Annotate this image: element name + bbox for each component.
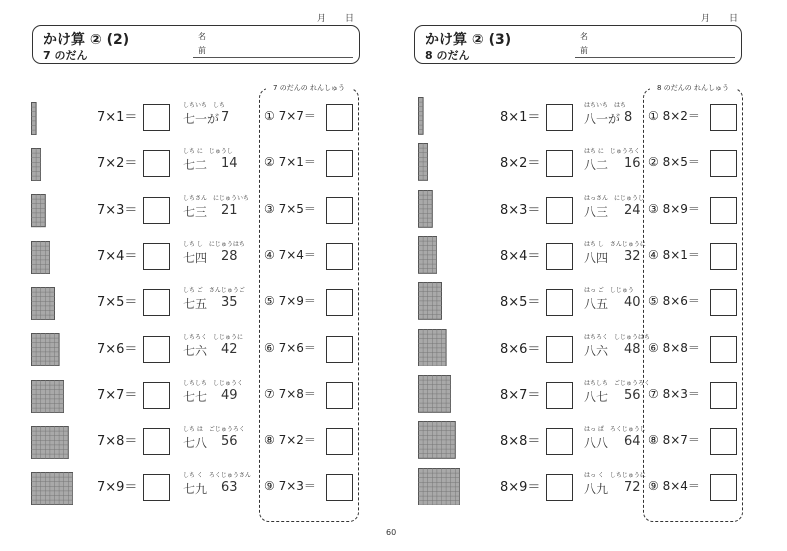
practice-answer-box[interactable] xyxy=(710,428,737,455)
kuku-reading xyxy=(183,193,253,225)
furigana: はちいち はち xyxy=(584,102,627,109)
counting-block-icon xyxy=(31,194,46,227)
practice-row xyxy=(260,466,358,512)
month-label: 月 xyxy=(701,14,711,24)
answer-box[interactable] xyxy=(546,150,573,177)
practice-row xyxy=(644,142,742,188)
answer-box[interactable] xyxy=(546,336,573,363)
name-label-2: 前 xyxy=(580,46,588,55)
equation-text: 8×3＝ xyxy=(500,202,541,218)
worksheet-subtitle: 7 のだん xyxy=(43,49,88,62)
counting-blocks xyxy=(418,143,428,181)
product-value: 49 xyxy=(221,387,238,403)
practice-answer-box[interactable] xyxy=(710,150,737,177)
equation-text: 8×7＝ xyxy=(500,387,541,403)
kanji-reading: 八六 xyxy=(584,343,609,358)
kanji-reading: 七一が xyxy=(183,112,220,126)
practice-row xyxy=(260,96,358,142)
furigana: しち ご さんじゅうご xyxy=(183,287,245,295)
practice-panel xyxy=(259,84,359,522)
practice-row xyxy=(644,235,742,281)
furigana: はっさん にじゅうし xyxy=(584,194,645,202)
kuku-reading xyxy=(183,378,253,410)
equation-text: 8×2＝ xyxy=(500,156,541,172)
practice-row xyxy=(260,142,358,188)
multiplication-row xyxy=(418,373,678,419)
kanji-reading: 七二 xyxy=(183,158,208,173)
kanji-reading: 七九 xyxy=(183,482,208,497)
worksheet-title: かけ算 ② (2) xyxy=(43,32,130,48)
counting-blocks xyxy=(31,148,41,181)
answer-box[interactable] xyxy=(143,289,170,316)
multiplication-row xyxy=(418,419,678,465)
equation-text: 7×1＝ xyxy=(97,110,138,125)
product-value: 56 xyxy=(221,434,238,450)
counting-block-icon xyxy=(418,282,442,320)
day-label: 日 xyxy=(345,14,355,24)
practice-equation: ② 8×5＝ xyxy=(648,155,700,170)
worksheet-page-7 xyxy=(0,0,393,551)
multiplication-row xyxy=(31,419,291,465)
kanji-reading: 七七 xyxy=(183,389,208,404)
practice-answer-box[interactable] xyxy=(710,336,737,363)
furigana: はち に じゅうろく xyxy=(584,148,640,156)
answer-box[interactable] xyxy=(546,243,573,270)
worksheet-page-8 xyxy=(394,0,787,551)
furigana: しち は ごじゅうろく xyxy=(183,426,245,434)
answer-box[interactable] xyxy=(143,197,170,224)
kuku-reading xyxy=(183,332,253,364)
kanji-reading: 七三 xyxy=(183,204,208,219)
kuku-reading xyxy=(183,470,253,502)
equation-text: 7×4＝ xyxy=(97,248,138,264)
product-value: 35 xyxy=(221,295,238,311)
product-value: 16 xyxy=(624,156,641,172)
answer-box[interactable] xyxy=(546,428,573,455)
practice-row xyxy=(260,235,358,281)
practice-row xyxy=(644,328,742,374)
practice-row xyxy=(644,189,742,235)
practice-equation: ⑧ 8×7＝ xyxy=(648,433,700,448)
kuku-reading xyxy=(183,424,253,456)
kanji-reading: 七六 xyxy=(183,343,208,358)
equation-text: 7×5＝ xyxy=(97,295,138,311)
name-label-1: 名 xyxy=(198,32,206,41)
product-value: 21 xyxy=(221,202,238,218)
kanji-reading: 八二 xyxy=(584,158,609,173)
practice-answer-box[interactable] xyxy=(326,382,353,409)
product-value: 63 xyxy=(221,480,238,496)
counting-blocks xyxy=(31,194,46,227)
furigana: しちろく しじゅうに xyxy=(183,333,244,341)
practice-row xyxy=(260,374,358,420)
counting-block-icon xyxy=(31,472,73,505)
practice-answer-box[interactable] xyxy=(710,474,737,501)
product-value: 64 xyxy=(624,434,641,450)
product-value: 42 xyxy=(221,341,238,357)
practice-answer-box[interactable] xyxy=(326,289,353,316)
counting-blocks xyxy=(418,97,424,135)
counting-blocks xyxy=(418,236,437,274)
counting-block-icon xyxy=(31,426,69,459)
kanji-reading: 八一が xyxy=(584,112,621,126)
equation-text: 8×5＝ xyxy=(500,295,541,311)
practice-row xyxy=(644,96,742,142)
counting-blocks xyxy=(418,421,456,459)
name-label-2: 前 xyxy=(198,46,206,55)
counting-blocks xyxy=(418,375,451,413)
multiplication-row xyxy=(418,95,678,141)
counting-blocks xyxy=(31,333,60,366)
practice-row xyxy=(260,420,358,466)
counting-block-icon xyxy=(31,102,37,135)
equation-text: 7×9＝ xyxy=(97,480,138,496)
multiplication-row xyxy=(418,234,678,280)
counting-block-icon xyxy=(418,329,447,367)
answer-box[interactable] xyxy=(143,336,170,363)
equation-text: 8×1＝ xyxy=(500,110,541,125)
practice-equation: ② 7×1＝ xyxy=(264,155,316,170)
practice-answer-box[interactable] xyxy=(326,243,353,270)
worksheet-header xyxy=(32,25,360,64)
practice-answer-box[interactable] xyxy=(710,104,737,131)
product-value: 32 xyxy=(624,248,641,264)
product-value: 24 xyxy=(624,202,641,218)
product-value: 40 xyxy=(624,295,641,311)
counting-block-icon xyxy=(418,236,437,274)
counting-block-icon xyxy=(418,375,451,413)
kanji-reading: 八三 xyxy=(584,204,609,219)
kanji-reading: 八四 xyxy=(584,250,609,265)
answer-box[interactable] xyxy=(143,150,170,177)
practice-equation: ⑤ 7×9＝ xyxy=(264,294,316,309)
answer-box[interactable] xyxy=(546,474,573,501)
answer-box[interactable] xyxy=(143,382,170,409)
counting-blocks xyxy=(31,426,69,459)
practice-equation: ⑤ 8×6＝ xyxy=(648,294,700,309)
counting-block-icon xyxy=(418,421,456,459)
answer-box[interactable] xyxy=(143,104,170,131)
multiplication-row xyxy=(31,188,291,234)
multiplication-row xyxy=(31,234,291,280)
counting-block-icon xyxy=(418,468,460,506)
multiplication-row xyxy=(418,280,678,326)
kanji-reading: 七四 xyxy=(183,250,208,265)
counting-block-icon xyxy=(31,241,50,274)
answer-box[interactable] xyxy=(143,474,170,501)
worksheet-header xyxy=(414,25,742,64)
practice-equation: ⑥ 8×8＝ xyxy=(648,340,700,355)
multiplication-row xyxy=(31,373,291,419)
kanji-reading: 七八 xyxy=(183,436,208,451)
counting-blocks xyxy=(418,190,433,228)
equation-text: 8×9＝ xyxy=(500,480,541,496)
furigana: はちろく しじゅうはち xyxy=(584,333,651,341)
day-label: 日 xyxy=(729,14,739,24)
answer-box[interactable] xyxy=(143,243,170,270)
name-label-1: 名 xyxy=(580,32,588,41)
furigana: はっ く しちじゅうに xyxy=(584,472,646,480)
furigana: しち く ろくじゅうさん xyxy=(183,472,251,480)
counting-block-icon xyxy=(31,287,55,320)
practice-answer-box[interactable] xyxy=(326,104,353,131)
counting-block-icon xyxy=(418,97,424,135)
practice-row xyxy=(644,466,742,512)
furigana: はっ ぱ ろくじゅうし xyxy=(584,426,646,434)
practice-equation: ⑥ 7×6＝ xyxy=(264,340,316,355)
practice-equation: ① 7×7＝ xyxy=(264,109,316,123)
counting-blocks xyxy=(31,102,37,135)
practice-equation: ① 8×2＝ xyxy=(648,109,700,123)
multiplication-row xyxy=(31,465,291,511)
multiplication-row xyxy=(31,141,291,187)
furigana: はちしち ごじゅうろく xyxy=(584,379,651,387)
equation-text: 7×2＝ xyxy=(97,156,138,172)
kuku-reading xyxy=(183,100,253,132)
practice-row xyxy=(260,189,358,235)
furigana: しち し にじゅうはち xyxy=(183,240,245,248)
practice-equation: ⑧ 7×2＝ xyxy=(264,433,316,448)
name-line xyxy=(193,57,353,58)
practice-equation: ④ 7×4＝ xyxy=(264,247,316,262)
practice-answer-box[interactable] xyxy=(326,197,353,224)
counting-blocks xyxy=(31,287,55,320)
equation-text: 8×6＝ xyxy=(500,341,541,357)
answer-box[interactable] xyxy=(546,197,573,224)
counting-blocks xyxy=(418,329,447,367)
counting-block-icon xyxy=(418,190,433,228)
practice-answer-box[interactable] xyxy=(326,428,353,455)
kuku-reading xyxy=(183,239,253,271)
product-value: 7 xyxy=(221,110,230,125)
practice-answer-box[interactable] xyxy=(710,243,737,270)
furigana: しちさん にじゅういち xyxy=(183,194,250,202)
practice-answer-box[interactable] xyxy=(326,336,353,363)
multiplication-row xyxy=(418,188,678,234)
product-value: 8 xyxy=(624,110,633,125)
practice-equation: ⑨ 8×4＝ xyxy=(648,479,700,494)
multiplication-row xyxy=(31,280,291,326)
practice-equation: ⑦ 8×3＝ xyxy=(648,386,700,401)
kanji-reading: 八七 xyxy=(584,389,609,404)
multiplication-row xyxy=(418,465,678,511)
counting-block-icon xyxy=(31,333,60,366)
furigana: しちしち しじゅうく xyxy=(183,379,244,387)
multiplication-row xyxy=(418,141,678,187)
kanji-reading: 八八 xyxy=(584,436,609,451)
kuku-reading xyxy=(183,285,253,317)
kanji-reading: 八九 xyxy=(584,482,609,497)
counting-blocks xyxy=(31,241,50,274)
practice-equation: ③ 7×5＝ xyxy=(264,201,316,216)
practice-answer-box[interactable] xyxy=(326,150,353,177)
practice-answer-box[interactable] xyxy=(710,197,737,224)
counting-block-icon xyxy=(31,380,64,413)
practice-title: 8 のだんの れんしゅう xyxy=(650,83,736,93)
furigana: しち に じゅうし xyxy=(183,148,233,156)
month-label: 月 xyxy=(317,14,327,24)
practice-equation: ⑦ 7×8＝ xyxy=(264,386,316,401)
practice-equation: ③ 8×9＝ xyxy=(648,201,700,216)
counting-blocks xyxy=(31,380,64,413)
equation-text: 8×8＝ xyxy=(500,434,541,450)
worksheet-title: かけ算 ② (3) xyxy=(425,32,512,48)
answer-box[interactable] xyxy=(546,104,573,131)
kanji-reading: 八五 xyxy=(584,297,609,312)
answer-box[interactable] xyxy=(546,382,573,409)
equation-text: 8×4＝ xyxy=(500,248,541,264)
product-value: 56 xyxy=(624,387,641,403)
counting-blocks xyxy=(418,468,460,506)
furigana: しちいち しち xyxy=(183,102,226,109)
counting-blocks xyxy=(31,472,73,505)
practice-equation: ④ 8×1＝ xyxy=(648,247,700,262)
page-number: 60 xyxy=(386,528,397,537)
counting-blocks xyxy=(418,282,442,320)
practice-row xyxy=(260,281,358,327)
name-line xyxy=(575,57,735,58)
counting-block-icon xyxy=(418,143,428,181)
product-value: 14 xyxy=(221,156,238,172)
product-value: 48 xyxy=(624,341,641,357)
practice-panel xyxy=(643,84,743,522)
practice-answer-box[interactable] xyxy=(710,289,737,316)
practice-row xyxy=(644,420,742,466)
equation-text: 7×7＝ xyxy=(97,387,138,403)
equation-text: 7×8＝ xyxy=(97,434,138,450)
practice-title: 7 のだんの れんしゅう xyxy=(266,83,352,93)
kanji-reading: 七五 xyxy=(183,297,208,312)
product-value: 72 xyxy=(624,480,641,496)
practice-row xyxy=(644,374,742,420)
kuku-reading xyxy=(183,146,253,178)
multiplication-row xyxy=(31,327,291,373)
equation-text: 7×3＝ xyxy=(97,202,138,218)
worksheet-subtitle: 8 のだん xyxy=(425,49,470,62)
multiplication-row xyxy=(418,327,678,373)
furigana: はっ ご しじゅう xyxy=(584,287,634,295)
answer-box[interactable] xyxy=(143,428,170,455)
practice-answer-box[interactable] xyxy=(710,382,737,409)
practice-row xyxy=(260,328,358,374)
practice-answer-box[interactable] xyxy=(326,474,353,501)
practice-row xyxy=(644,281,742,327)
practice-equation: ⑨ 7×3＝ xyxy=(264,479,316,494)
equation-text: 7×6＝ xyxy=(97,341,138,357)
counting-block-icon xyxy=(31,148,41,181)
answer-box[interactable] xyxy=(546,289,573,316)
multiplication-row xyxy=(31,95,291,141)
product-value: 28 xyxy=(221,248,238,264)
furigana: はち し さんじゅうに xyxy=(584,240,646,248)
